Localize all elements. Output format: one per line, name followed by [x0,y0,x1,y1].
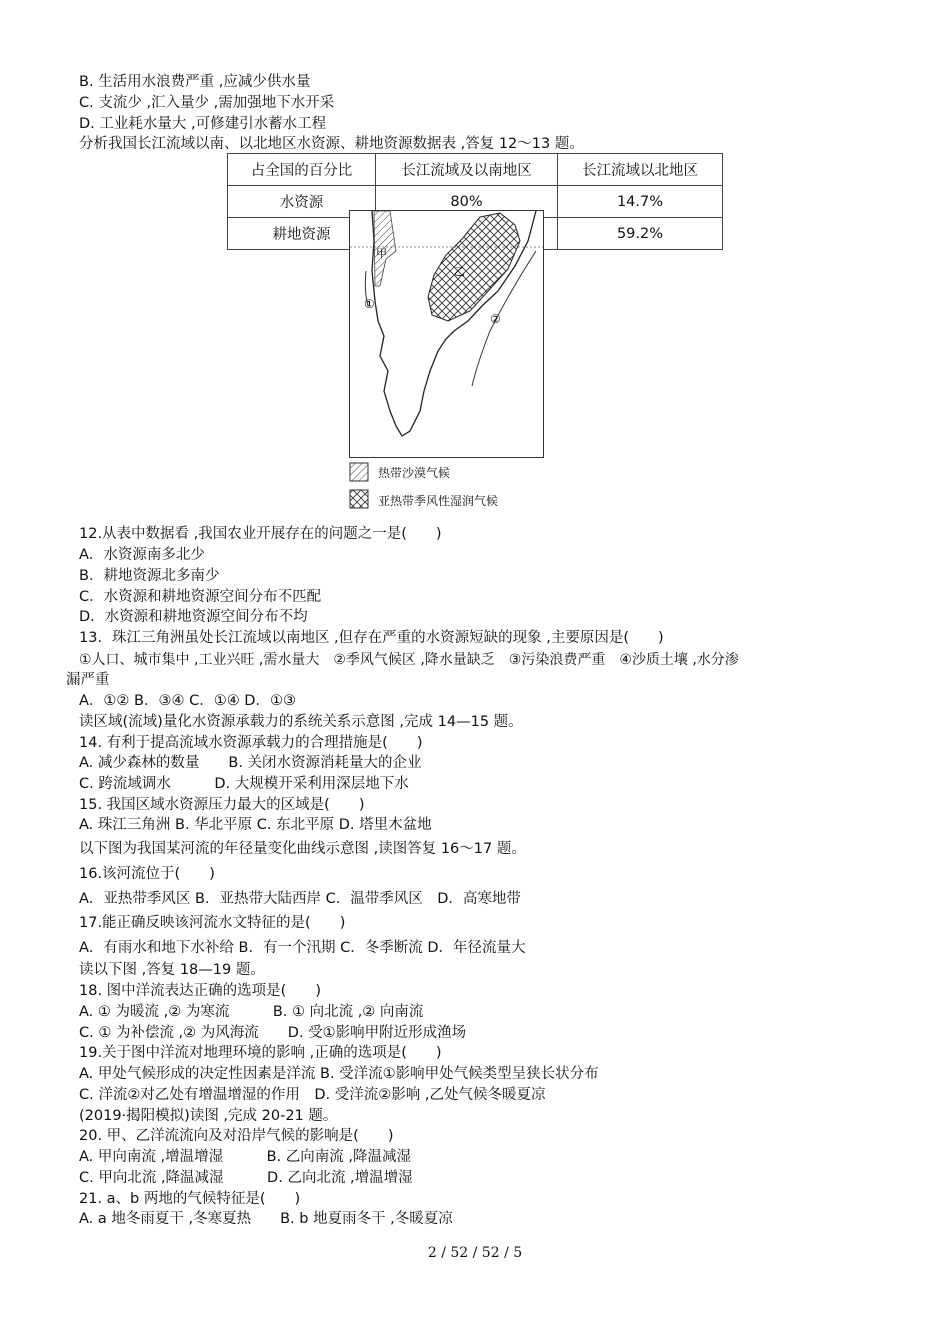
text-line: 19.关于图中洋流对地理环境的影响 ,正确的选项是( ) [79,1045,442,1061]
text-line: 13．珠江三角洲虽处长江流域以南地区 ,但存在严重的水资源短缺的现象 ,主要原因是( ) [79,630,664,646]
text-line: 20. 甲、乙洋流流向及对沿岸气候的影响是( ) [79,1128,394,1144]
text-line: C. 洋流②对乙处有增温增湿的作用 D. 受洋流②影响 ,乙处气候冬暖夏凉 [79,1087,546,1103]
text-line: 14. 有利于提高流域水资源承载力的合理措施是( ) [79,735,423,751]
text-line: 21. a、b 两地的气候特征是( ) [79,1191,301,1207]
table-cell: 59.2% [558,218,723,250]
table-cell: 耕地资源 [228,218,376,250]
text-line: C. ① 为补偿流 ,② 为风海流 D. 受①影响甲附近形成渔场 [79,1025,467,1041]
text-line: C. 支流少 ,汇入量少 ,需加强地下水开采 [79,95,335,111]
text-line: 以下图为我国某河流的年径量变化曲线示意图 ,读图答复 16～17 题。 [79,841,526,857]
table-header-cell: 长江流域以北地区 [558,154,723,186]
text-line: D．水资源和耕地资源空间分布不均 [79,609,308,625]
text-line: 读以下图 ,答复 18—19 题。 [79,962,265,978]
text-line: A. 甲处气候形成的决定性因素是洋流 B. 受洋流①影响甲处气候类型呈狭长状分布 [79,1066,599,1082]
text-line: A．①② B．③④ C．①④ D．①③ [79,693,296,709]
text-line: B. 生活用水浪费严重 ,应减少供水量 [79,74,311,90]
text-line: 漏严重 [66,672,110,688]
legend-swatch-monsoon [350,490,368,508]
text-line: A．亚热带季风区 B．亚热带大陆西岸 C．温带季风区 D．高寒地带 [79,891,521,907]
label-current-2: ② [490,312,501,326]
page-footer: 2 / 52 / 52 / 5 [427,1245,523,1261]
text-line: 12.从表中数据看 ,我国农业开展存在的问题之一是( ) [79,526,442,542]
text-line: D. 工业耗水量大 ,可修建引水蓄水工程 [79,116,327,132]
text-line: B．耕地资源北多南少 [79,568,220,584]
table-cell: 水资源 [228,186,376,218]
text-line: A. ① 为暖流 ,② 为寒流 B. ① 向北流 ,② 向南流 [79,1004,424,1020]
text-line: A．有雨水和地下水补给 B．有一个汛期 C．冬季断流 D．年径流量大 [79,940,526,956]
text-line: C．水资源和耕地资源空间分布不匹配 [79,589,322,605]
text-line: 15. 我国区域水资源压力最大的区域是( ) [79,797,365,813]
monsoon-region [428,213,520,321]
text-line: C. 跨流域调水 D. 大规模开采利用深层地下水 [79,776,409,792]
label-jia: 甲 [376,247,387,260]
text-line: A. 珠江三角洲 B. 华北平原 C. 东北平原 D. 塔里木盆地 [79,817,432,833]
text-line: 读区域(流域)量化水资源承载力的系统关系示意图 ,完成 14—15 题。 [79,714,523,730]
text-line: 17.能正确反映该河流水文特征的是( ) [79,915,346,931]
text-line: (2019·揭阳模拟)读图 ,完成 20-21 题。 [79,1108,338,1124]
table-header-cell: 长江流域及以南地区 [376,154,558,186]
ocean-current-map [349,210,544,458]
text-line: 18. 图中洋流表达正确的选项是( ) [79,983,321,999]
map-drawing [350,211,543,457]
text-line: A. a 地冬雨夏干 ,冬寒夏热 B. b 地夏雨冬干 ,冬暖夏凉 [79,1211,453,1227]
text-line: ①人口、城市集中 ,工业兴旺 ,需水量大 ②季风气候区 ,降水量缺乏 ③污染浪费严重 ④沙质土壤 ,水分渗 [79,652,739,668]
text-line: 16.该河流位于( ) [79,866,215,882]
table-cell: 80% [376,186,558,218]
label-yi: 乙 [454,265,465,278]
legend-swatch-desert [350,463,368,481]
legend-label: 热带沙漠气候 [378,466,451,480]
text-line: A. 甲向南流 ,增温增湿 B. 乙向南流 ,降温减湿 [79,1149,411,1165]
table-cell: 14.7% [558,186,723,218]
legend-swatches [349,462,369,512]
text-line: C. 甲向北流 ,降温减湿 D. 乙向北流 ,增温增湿 [79,1170,413,1186]
legend-label: 亚热带季风性湿润气候 [378,494,499,508]
table-header-cell: 占全国的百分比 [228,154,376,186]
text-line: A．水资源南多北少 [79,547,205,563]
label-current-1: ① [364,297,375,311]
text-line: A. 减少森林的数量 B. 关闭水资源消耗量大的企业 [79,755,422,771]
text-line: 分析我国长江流域以南、以北地区水资源、耕地资源数据表 ,答复 12～13 题。 [79,136,584,152]
